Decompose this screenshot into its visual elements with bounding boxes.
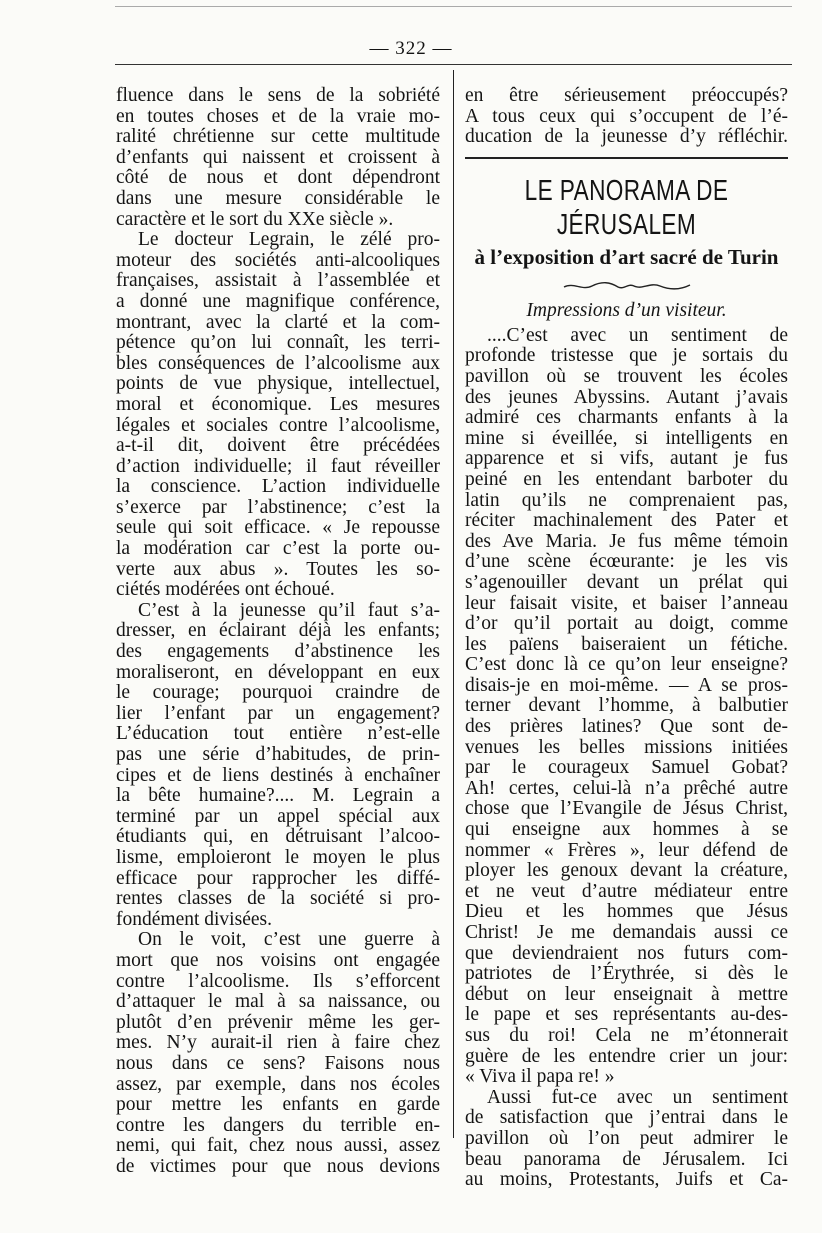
text-line: dans une mesure considérable le — [116, 187, 440, 209]
previous-article-ending — [465, 86, 788, 148]
text-line: des prières latines? Que sont de- — [465, 716, 788, 738]
text-line: d’enfants qui naissent et croissent à — [116, 146, 440, 168]
text-line: les païens baiseraient un fétiche. — [465, 633, 788, 655]
page-number: — 322 — — [369, 38, 453, 59]
text-line: s’agenouiller devant un prélat qui — [465, 571, 788, 593]
text-line: lier l’enfant par un engagement? — [116, 702, 440, 724]
text-line: patriotes de l’Érythrée, si dès le — [465, 963, 788, 985]
text-line: moral et économique. Les mesures — [116, 393, 440, 415]
text-line: s’exerce par l’abstinence; c’est la — [116, 496, 440, 518]
text-line: profonde tristesse que je sortais du — [465, 345, 788, 367]
article-separator-rule — [465, 157, 788, 159]
text-line: étudiants qui, en détruisant l’alcoo- — [116, 826, 440, 848]
text-line: C’est donc là ce qu’on leur enseigne? — [465, 654, 788, 676]
text-line: L’éducation tout entière n’est-elle — [116, 723, 440, 745]
text-line: en toutes choses et de la vraie mo- — [116, 105, 440, 127]
page-top-edge-rule — [115, 6, 792, 7]
text-line: rentes classes de la société si pro- — [116, 888, 440, 910]
article-subtitle: à l’exposition d’art sacré de Turin — [474, 244, 779, 269]
text-line: assez, par exemple, dans nos écoles — [116, 1073, 440, 1095]
text-line: points de vue physique, intellectuel, — [116, 373, 440, 395]
right-column — [465, 86, 788, 1191]
article-body — [465, 326, 788, 1191]
text-line: pétence qu’on lui connaît, les terri- — [116, 332, 440, 354]
text-line: A tous ceux qui s’occupent de l’é- — [465, 105, 788, 127]
text-line: pavillon où se trouvent les écoles — [465, 365, 788, 387]
text-line: la modération car c’est la porte ou- — [116, 538, 440, 560]
text-line: pas une série d’habitudes, de prin- — [116, 744, 440, 765]
text-line: On le voit, c’est une guerre à — [138, 929, 440, 951]
text-line: la bête humaine?.... M. Legrain a — [116, 785, 440, 807]
text-line: pour mettre les enfants en garde — [116, 1094, 440, 1116]
text-line: peiné en les entendant barboter du — [465, 468, 788, 490]
text-line: beau panorama de Jérusalem. Ici — [465, 1148, 788, 1170]
text-line: mort que nos voisins ont engagée — [116, 949, 440, 971]
text-line: mine si éveillée, si intelligents en — [465, 427, 788, 449]
text-line: terner devant l’homme, à balbutier — [465, 695, 788, 717]
text-line: Le docteur Legrain, le zélé pro- — [138, 229, 440, 251]
text-line: côté de nous et dont dépendront — [116, 167, 440, 189]
text-line: moteur des sociétés anti-alcooliques — [116, 249, 440, 271]
text-line: plutôt d’en prévenir même les ger- — [116, 1011, 440, 1033]
text-line: lisme, emploieront le moyen le plus — [116, 846, 440, 868]
text-line: mes. N’y aurait-il rien à faire chez — [116, 1032, 440, 1054]
text-line: de satisfaction que j’entrai dans le — [465, 1107, 788, 1129]
text-line: d’attaquer le mal à sa naissance, ou — [116, 991, 440, 1013]
text-line: bles conséquences de l’alcoolisme aux — [116, 352, 440, 374]
text-line: latin qu’ils ne comprenaient pas, — [465, 489, 788, 511]
text-line: qui enseigne aux hommes à se — [465, 819, 788, 841]
text-line: ralité chrétienne sur cette multitude — [116, 126, 440, 148]
text-line: ....C’est avec un sentiment de — [487, 324, 788, 346]
text-line: le pape et ses représentants au-des- — [465, 1004, 788, 1026]
text-line: Ah! certes, celui-là n’a prêché autre — [465, 777, 788, 799]
text-line: admiré ces charmants enfants à la — [465, 407, 788, 429]
text-line: ducation de la jeunesse d’y réfléchir. — [465, 126, 788, 148]
text-line: par le courageux Samuel Gobat? — [465, 757, 788, 779]
text-line: leur faisait visite, et baiser l’anneau — [465, 592, 788, 614]
column-divider — [453, 70, 454, 1138]
text-line: apparence et si vifs, autant je fus — [465, 448, 788, 470]
text-line: Christ! Je me demandais aussi ce — [465, 922, 788, 943]
text-line: françaises, assistait à l’assemblée et — [116, 270, 440, 292]
text-line: légales et sociales contre l’alcoolisme, — [116, 414, 440, 436]
text-line: des jeunes Abyssins. Autant j’avais — [465, 386, 788, 408]
text-line: contre les dangers du terrible en- — [116, 1114, 440, 1136]
text-line: efficace pour rapprocher les diffé- — [116, 867, 440, 889]
text-line: et ne veut d’autre médiateur entre — [465, 880, 788, 902]
text-line: nous dans ce sens? Faisons nous — [116, 1052, 440, 1074]
text-line: d’action individuelle; il faut réveiller — [116, 455, 440, 477]
text-line: d’une scène écœurante: je les vis — [465, 551, 788, 573]
text-line: d’or qu’il portait au doigt, comme — [465, 613, 788, 635]
text-line: des Ave Maria. Je fus même témoin — [465, 530, 788, 552]
text-line: sus du roi! Cela ne m’étonnerait — [465, 1024, 788, 1046]
text-line: chose que l’Evangile de Jésus Christ, — [465, 798, 788, 820]
text-line: des engagements d’abstinence les — [116, 641, 440, 663]
text-line: C’est à la jeunesse qu’il faut s’a- — [138, 599, 440, 621]
text-line: caractère et le sort du XXe siècle ». — [116, 208, 394, 230]
left-column — [116, 86, 440, 1177]
text-line: ployer les genoux devant la créature, — [465, 860, 788, 882]
text-line: venues les belles missions initiées — [465, 736, 788, 758]
text-line: a donné une magnifique conférence, — [116, 290, 440, 312]
text-line: montrant, avec la clarté et la com- — [116, 311, 440, 333]
text-line: seule qui soit efficace. « Je repousse — [116, 517, 440, 539]
section-heading: Impressions d’un visiteur. — [526, 299, 727, 321]
text-line: contre l’alcoolisme. Ils s’efforcent — [116, 970, 440, 992]
decorative-flourish-icon — [562, 280, 692, 292]
text-line: fondément divisées. — [116, 908, 272, 930]
text-line: guère de les entendre crier un jour: — [465, 1045, 788, 1067]
text-line: « Viva il papa re! » — [465, 1066, 615, 1088]
text-line: nommer « Frères », leur défend de — [465, 839, 788, 861]
text-line: ciétés modérées ont échoué. — [116, 579, 335, 601]
text-line: en être sérieusement préoccupés? — [465, 85, 788, 106]
text-line: nemi, qui fait, chez nous aussi, assez — [116, 1135, 440, 1157]
text-line: dresser, en éclairant déjà les enfants; — [116, 620, 440, 642]
text-line: Dieu et les hommes que Jésus — [465, 901, 788, 923]
article-title: LE PANORAMA DE JÉRUSALEM — [524, 174, 729, 241]
text-line: début on leur enseignait à mettre — [465, 983, 788, 1005]
text-line: fluence dans le sens de la sobriété — [116, 85, 440, 106]
text-line: pavillon où l’on peut admirer le — [465, 1127, 788, 1149]
text-line: disais-je en moi-même. — A se pros- — [465, 674, 788, 696]
text-line: que deviendraient nos futurs com- — [465, 942, 788, 964]
header-rule — [115, 64, 792, 65]
text-line: moraliseront, en développant en eux — [116, 661, 440, 683]
text-line: terminé par un appel spécial aux — [116, 805, 440, 827]
text-line: la conscience. L’action individuelle — [116, 476, 440, 498]
text-line: réciter machinalement des Pater et — [465, 510, 788, 532]
text-line: cipes et de liens destinés à enchaîner — [116, 764, 440, 786]
text-line: de victimes pour que nous devions — [116, 1155, 440, 1177]
text-line: verte aux abus ». Toutes les so- — [116, 558, 440, 580]
text-line: le courage; pourquoi craindre de — [116, 682, 440, 704]
text-line: Aussi fut-ce avec un sentiment — [487, 1086, 788, 1108]
text-line: au moins, Protestants, Juifs et Ca- — [465, 1169, 788, 1191]
text-line: a-t-il dit, doivent être précédées — [116, 435, 440, 457]
